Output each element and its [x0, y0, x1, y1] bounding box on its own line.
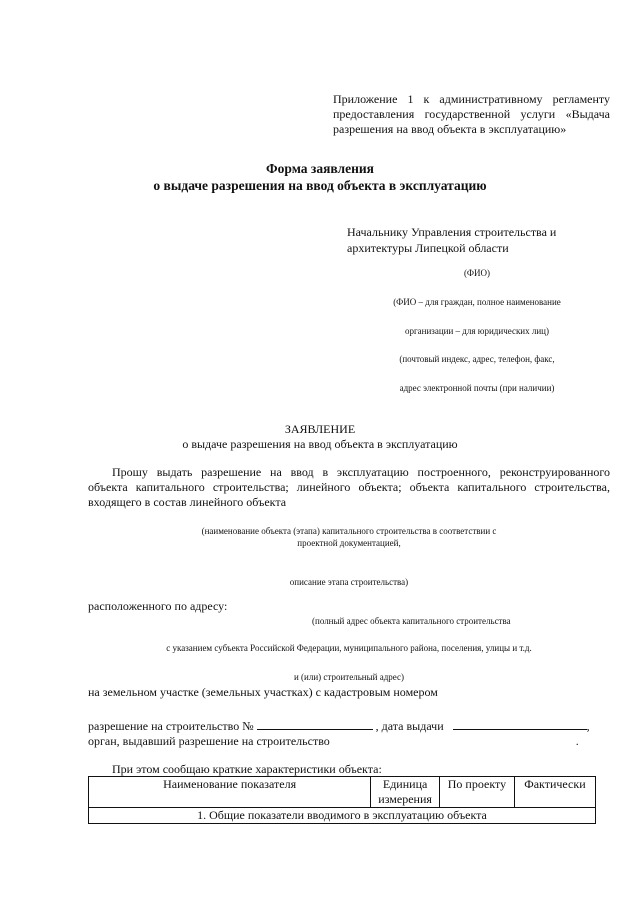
issuing-organ-field[interactable] [333, 732, 576, 745]
characteristics-table [88, 776, 596, 824]
hint-construction-address: и (или) строительный адрес) [293, 672, 405, 682]
hint-stage-description: описание этапа строительства) [289, 577, 409, 587]
hint-organization: организации – для юридических лиц) [404, 326, 549, 336]
hint-fio-full: (ФИО – для граждан, полное наименование [393, 297, 561, 307]
header-unit: Единица измерения [371, 777, 440, 808]
issuing-organ-label: орган, выдавший разрешение на строительство [88, 734, 330, 748]
request-paragraph-line-2: объекта капитального строительства; линейного объекта; объекта капитального строительства, [88, 480, 610, 494]
issuing-organ-period: . [575, 734, 579, 748]
hint-project-docs: проектной документацией, [297, 538, 401, 548]
hint-address-details: с указанием субъекта Российской Федерации, муниципального района, поселения, улицы и т.д. [166, 643, 532, 653]
land-plot-label: на земельном участке (земельных участках) с кадастровым номером [88, 685, 438, 699]
table-section-row [89, 808, 596, 824]
appendix-line-3: разрешения на ввод объекта в эксплуатацию» [333, 122, 567, 136]
hint-postal: (почтовый индекс, адрес, телефон, факс, [399, 354, 555, 364]
addressee-line-2: архитектуры Липецкой области [347, 241, 509, 255]
form-title: Форма заявления [266, 161, 374, 176]
hint-address-full: (полный адрес объекта капитального строительства [312, 616, 511, 626]
appendix-line-2: предоставления государственной услуги «Выдача [333, 107, 610, 121]
request-paragraph-line-3: входящего в состав линейного объекта [88, 495, 287, 509]
issuing-organ-line [88, 732, 579, 749]
form-title-subtitle: о выдаче разрешения на ввод объекта в эксплуатацию [153, 178, 487, 193]
statement-subtitle: о выдаче разрешения на ввод объекта в эксплуатацию [182, 437, 458, 451]
permit-date-field[interactable] [453, 717, 587, 730]
table-header-row [89, 777, 596, 808]
hint-email: адрес электронной почты (при наличии) [399, 383, 555, 393]
appendix-line-1: Приложение 1 к административному регламенту [333, 92, 610, 106]
section-general-indicators: 1. Общие показатели вводимого в эксплуатацию объекта [89, 808, 596, 824]
permit-date-label: , дата выдачи [375, 719, 444, 733]
header-indicator-name: Наименование показателя [89, 777, 371, 808]
hint-fio: (ФИО) [463, 268, 491, 278]
request-paragraph-line-1: Прошу выдать разрешение на ввод в эксплуатацию построенного, реконструированного [112, 465, 610, 479]
header-by-project: По проекту [439, 777, 514, 808]
located-at-label: расположенного по адресу: [88, 599, 228, 613]
characteristics-intro: При этом сообщаю краткие характеристики объекта: [112, 762, 382, 776]
permit-number-field[interactable] [257, 717, 373, 730]
statement-title: ЗАЯВЛЕНИЕ [284, 422, 356, 436]
addressee-line-1: Начальнику Управления строительства и [347, 225, 557, 239]
hint-object-name: (наименование объекта (этапа) капитального строительства в соответствии с [201, 526, 497, 536]
permit-number-label: разрешение на строительство № [88, 719, 254, 733]
header-actual: Фактически [514, 777, 595, 808]
permit-date-comma: , [586, 719, 590, 733]
